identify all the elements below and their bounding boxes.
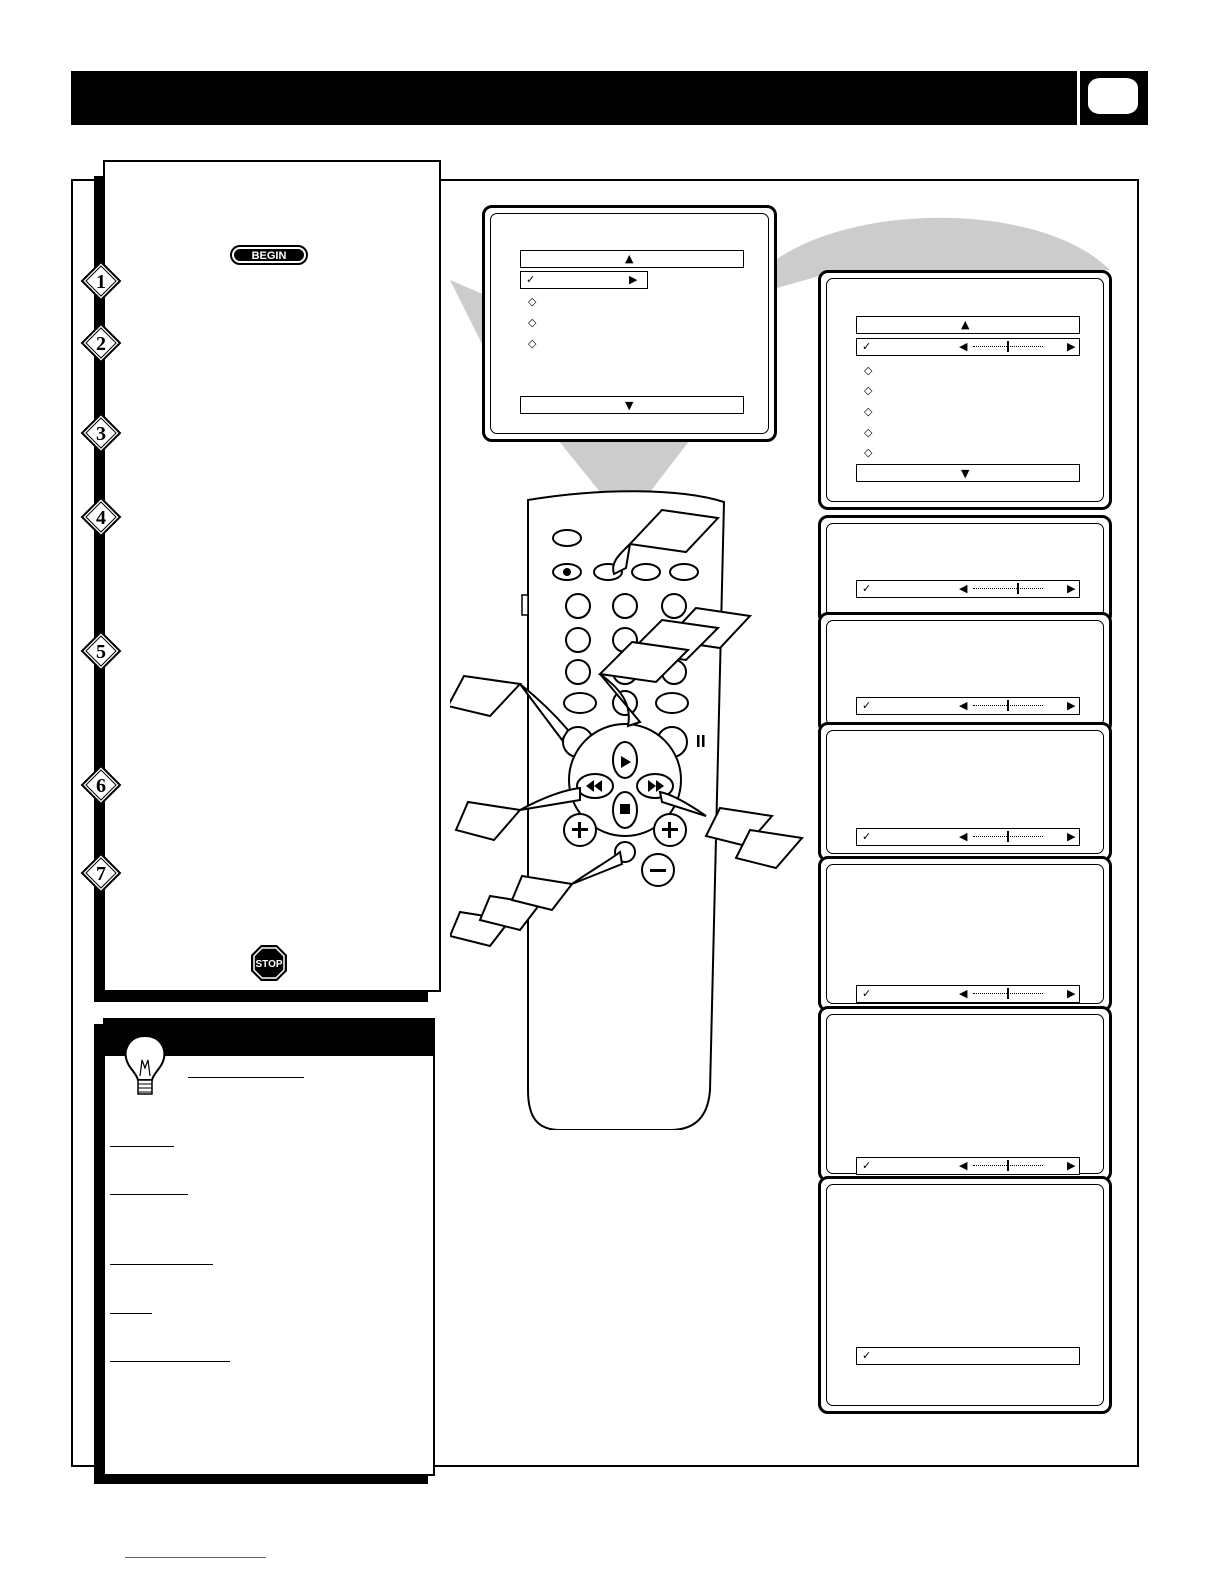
osd-adjust-screen — [818, 1176, 1112, 1414]
menu-down-bar[interactable] — [520, 396, 744, 414]
tip-term-rule-2 — [110, 1194, 188, 1195]
osd-adjust-screen — [818, 856, 1112, 1012]
power-button — [553, 530, 581, 546]
osd-adjust-screen — [818, 515, 1112, 625]
step-1-diamond-icon — [80, 260, 122, 302]
step-7-diamond-icon — [80, 852, 122, 894]
step-6-diamond-icon — [80, 764, 122, 806]
slider-track[interactable] — [973, 588, 1043, 589]
menu-button — [632, 564, 660, 580]
osd-adjust-screen — [818, 722, 1112, 862]
stop-sign-icon — [250, 944, 288, 982]
osd-adjust-screen — [818, 1006, 1112, 1182]
checkmark-icon: ✓ — [862, 830, 872, 843]
step-5-diamond-icon — [80, 630, 122, 672]
lightbulb-icon — [104, 1018, 186, 1108]
instructions-panel — [103, 160, 441, 992]
diamond-bullet-icon: ◇ — [528, 337, 537, 350]
diamond-bullet-icon: ◇ — [528, 316, 537, 329]
osd-menu-main — [482, 205, 777, 442]
adjust-setting-bar[interactable] — [856, 828, 1080, 846]
tip-term-rule-1 — [110, 1146, 174, 1147]
down-arrow-icon: ▼ — [625, 399, 634, 412]
submenu-down-bar[interactable] — [856, 464, 1080, 482]
step-number: 7 — [96, 863, 106, 885]
checkmark-icon: ✓ — [862, 340, 872, 353]
step-number: 6 — [96, 775, 106, 797]
slider-thumb[interactable] — [1007, 831, 1009, 842]
submenu-selected-item[interactable] — [856, 338, 1080, 356]
right-arrow-icon: ▶ — [1067, 340, 1076, 353]
begin-label: BEGIN — [251, 250, 287, 262]
left-arrow-icon: ◀ — [959, 699, 968, 712]
up-arrow-icon: ▲ — [961, 318, 970, 331]
checkmark-icon: ✓ — [862, 1159, 872, 1172]
diamond-bullet-icon: ◇ — [864, 426, 873, 439]
menu-up-bar[interactable] — [520, 250, 744, 268]
right-arrow-icon: ▶ — [1067, 830, 1076, 843]
adjust-setting-bar[interactable] — [856, 580, 1080, 598]
right-arrow-icon: ▶ — [1067, 987, 1076, 1000]
tv-screen-icon — [1080, 71, 1148, 125]
adjust-setting-bar[interactable] — [856, 1347, 1080, 1365]
tip-term-rule-5 — [110, 1361, 230, 1362]
right-arrow-icon: ▶ — [1067, 1159, 1076, 1172]
step-2-diamond-icon — [80, 322, 122, 364]
tip-heading-rule — [188, 1077, 304, 1078]
slider-thumb[interactable] — [1007, 988, 1009, 999]
step-3-diamond-icon — [80, 412, 122, 454]
left-arrow-icon: ◀ — [959, 1159, 968, 1172]
left-arrow-icon: ◀ — [959, 830, 968, 843]
step-number: 5 — [96, 641, 106, 663]
right-arrow-icon: ▶ — [1067, 699, 1076, 712]
up-arrow-icon: ▲ — [625, 252, 634, 265]
footer-link-rule[interactable] — [125, 1557, 266, 1558]
adjust-setting-bar[interactable] — [856, 1157, 1080, 1175]
osd-menu-sub — [818, 270, 1112, 510]
checkmark-icon: ✓ — [526, 273, 536, 286]
slider-thumb[interactable] — [1007, 700, 1009, 711]
adjust-setting-bar[interactable] — [856, 985, 1080, 1003]
stop-label: STOP — [255, 959, 283, 970]
diamond-bullet-icon: ◇ — [864, 446, 873, 459]
diamond-bullet-icon: ◇ — [864, 364, 873, 377]
left-arrow-icon: ◀ — [959, 340, 968, 353]
checkmark-icon: ✓ — [862, 582, 872, 595]
step-4-diamond-icon — [80, 496, 122, 538]
diamond-bullet-icon: ◇ — [864, 384, 873, 397]
diamond-bullet-icon: ◇ — [864, 405, 873, 418]
left-arrow-icon: ◀ — [959, 582, 968, 595]
slider-thumb[interactable] — [1017, 583, 1019, 594]
diamond-bullet-icon: ◇ — [528, 295, 537, 308]
slider-thumb[interactable] — [1007, 1160, 1009, 1171]
down-arrow-icon: ▼ — [961, 467, 970, 480]
step-number: 1 — [96, 271, 106, 293]
begin-badge — [230, 245, 308, 265]
checkmark-icon: ✓ — [862, 1349, 872, 1362]
tip-term-rule-4 — [110, 1313, 152, 1314]
checkmark-icon: ✓ — [862, 699, 872, 712]
header-bar — [71, 71, 1077, 125]
remote-control — [450, 490, 820, 1130]
right-arrow-icon: ▶ — [629, 273, 638, 286]
submenu-up-bar[interactable] — [856, 316, 1080, 334]
step-number: 2 — [96, 333, 106, 355]
right-arrow-icon: ▶ — [1067, 582, 1076, 595]
step-number: 3 — [96, 423, 106, 445]
step-number: 4 — [96, 507, 106, 529]
osd-adjust-screen — [818, 612, 1112, 734]
left-arrow-icon: ◀ — [959, 987, 968, 1000]
menu-selected-item[interactable] — [520, 271, 648, 289]
adjust-setting-bar[interactable] — [856, 697, 1080, 715]
tip-term-rule-3 — [110, 1264, 213, 1265]
checkmark-icon: ✓ — [862, 987, 872, 1000]
slider-thumb[interactable] — [1007, 341, 1009, 352]
